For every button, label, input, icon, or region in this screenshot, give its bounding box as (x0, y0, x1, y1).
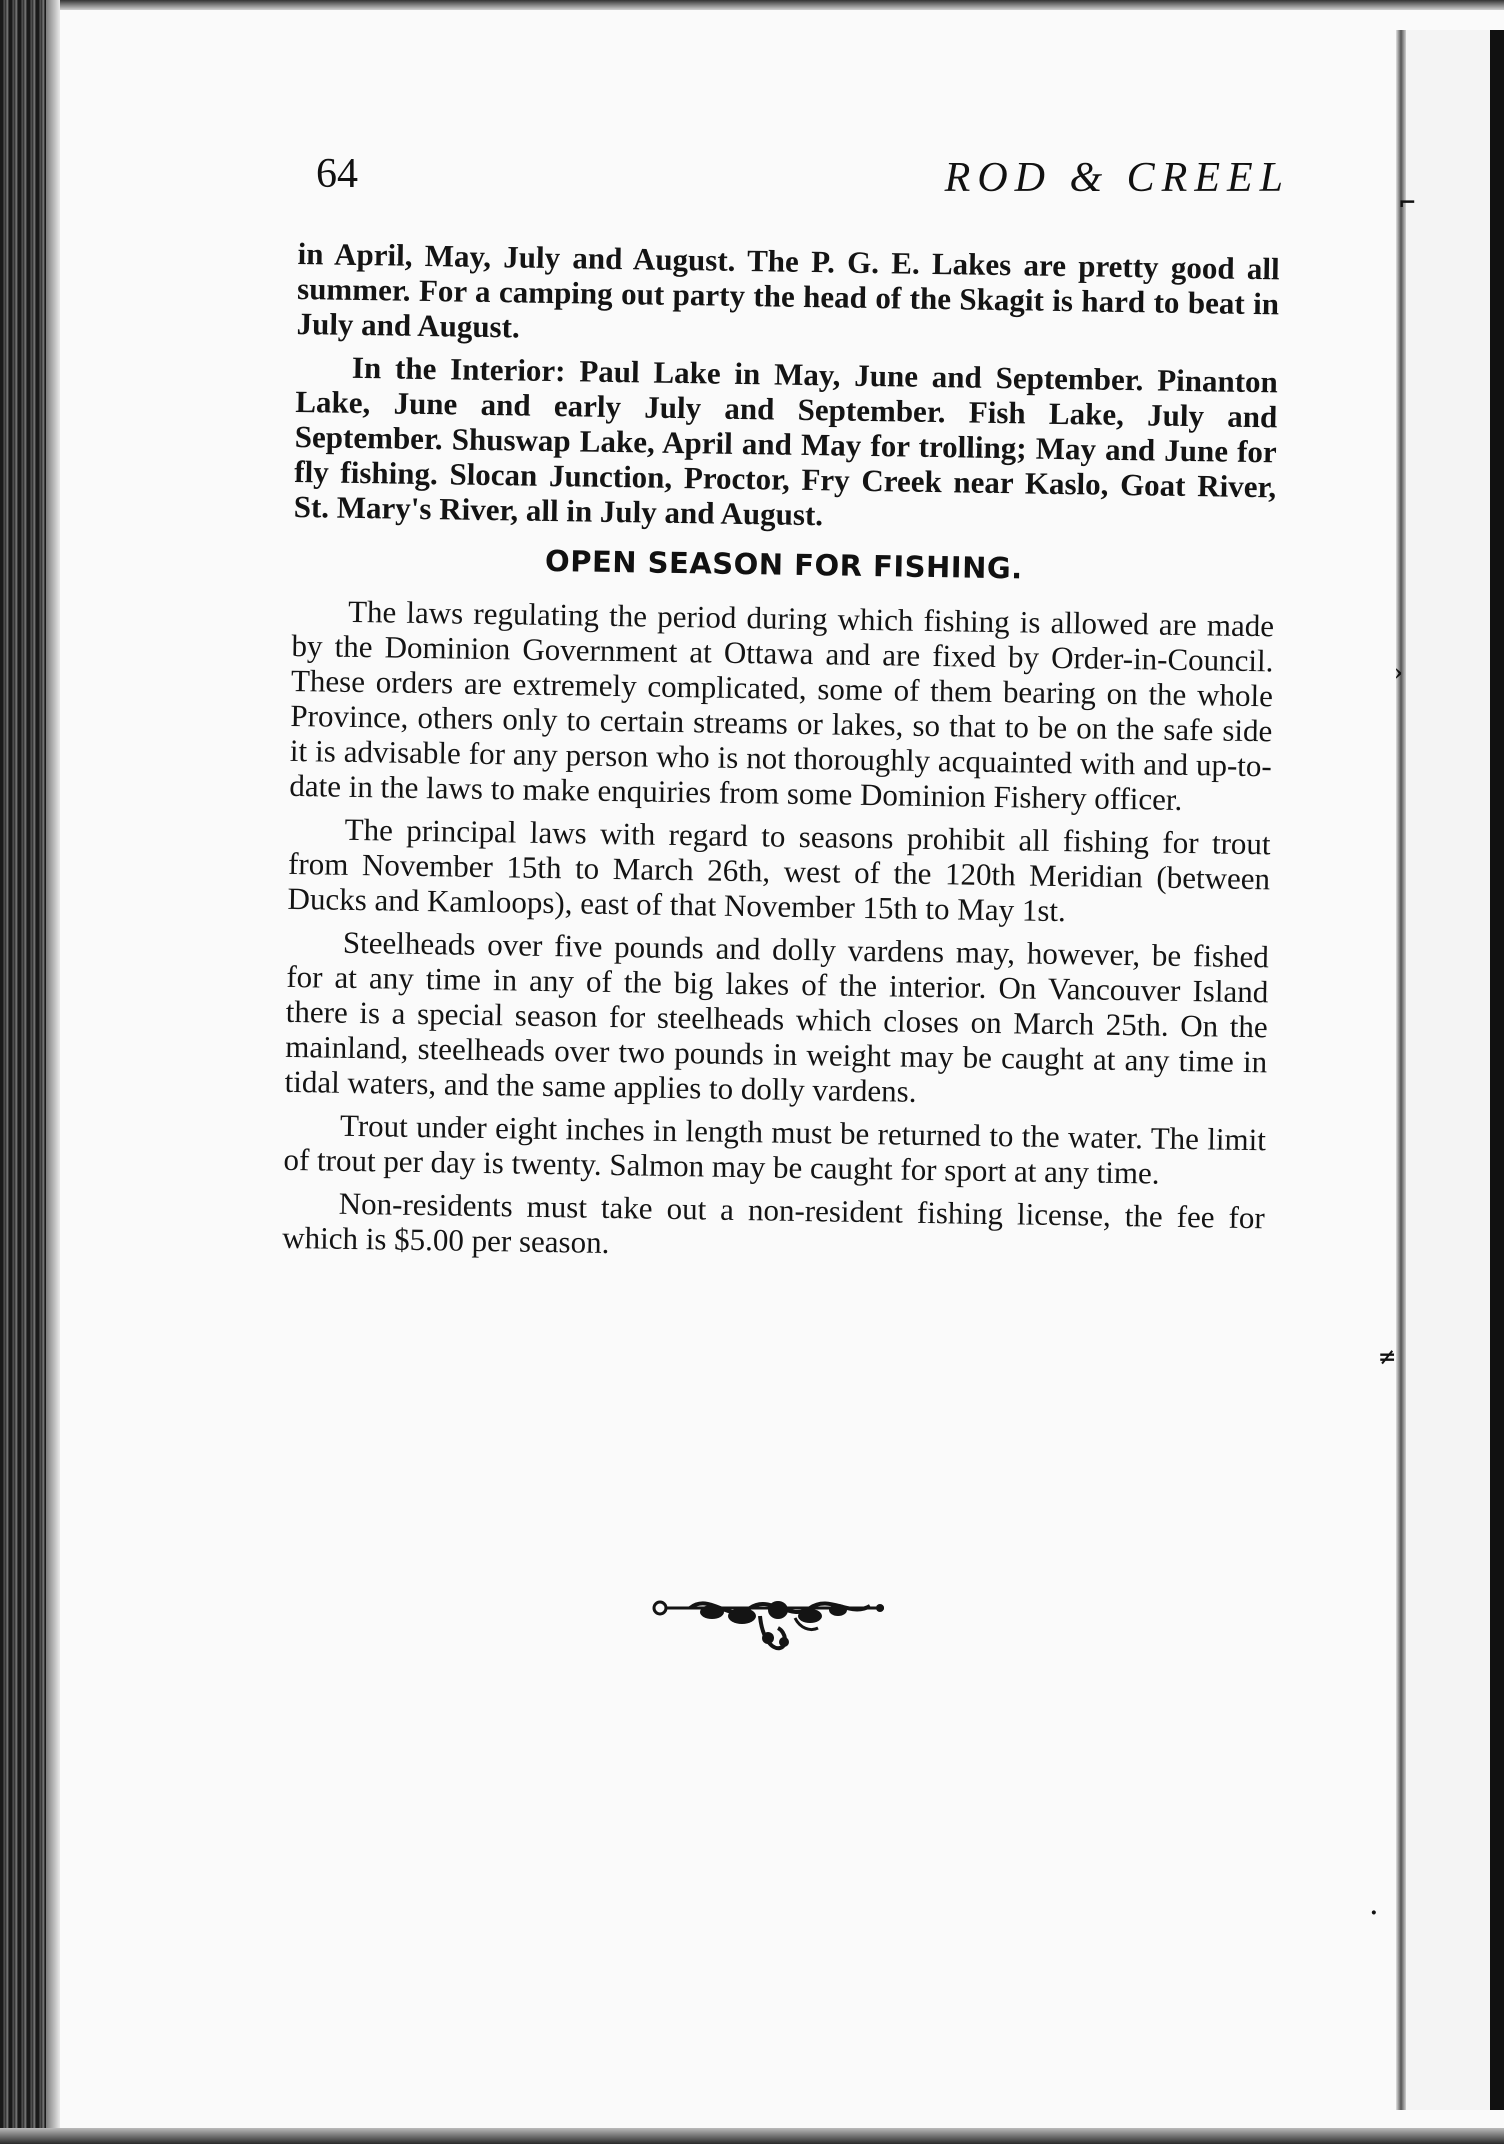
running-title: ROD & CREEL (944, 155, 1290, 201)
page-header (316, 150, 1290, 220)
paragraph: In the Interior: Paul Lake in May, June and September. Pinanton Lake, June and early July and September. Fish Lake, July and September. Shuswap Lake, April and May for trolling; May and June for fly fishing. Slocan Junction, Proctor, Fry Creek near Kaslo, Goat River, St. Mary's River, all in July and August. (293, 349, 1279, 533)
paragraph: in April, May, July and August. The P. G. E. Lakes are pretty good all summer. For a camping out party the head of the Skagit is hard to beat in July and August. (296, 236, 1280, 345)
bleed-mark: › (1394, 660, 1403, 686)
binding-shadow (46, 0, 60, 2144)
body-text (282, 236, 1280, 1278)
paragraph: Trout under eight inches in length must be returned to the water. The limit of trout per day is twenty. Salmon may be caught for sport at any time. (283, 1107, 1267, 1191)
paragraph: The laws regulating the period during which fishing is allowed are made by the Dominion Government at Ottawa and are fixed by Order-in-Council. These orders are extremely complicated, some of them bearing on the whole Province, others only to certain streams or lakes, so that to be on the safe side it is advisable for any person who is not thoroughly acquainted with and up-to-date in the laws to make enquiries from some Dominion Fishery officer. (289, 593, 1275, 817)
book-bottom-edge (0, 2128, 1504, 2144)
gutter-fold (1396, 30, 1406, 2110)
paragraph: The principal laws with regard to seasons prohibit all fishing for trout from November 15th to March 26th, west of the 120th Meridian (between Ducks and Kamloops), east of that November 15th to May 1st. (287, 811, 1271, 929)
floral-ornament-icon (650, 1588, 890, 1668)
paragraph: Non-residents must take out a non-resident fishing license, the fee for which is $5.00 per season. (281, 1185, 1265, 1261)
bleed-mark: ⌐ (1398, 190, 1417, 216)
bleed-mark: · (1370, 1900, 1378, 1926)
bleed-mark: ≠ (1378, 1344, 1397, 1370)
page-number: 64 (316, 151, 358, 197)
paragraph: Steelheads over five pounds and dolly vardens may, however, be fished for at any time in any of the big lakes of the interior. On Vancouver Island there is a special season for steelheads which closes on March 25th. On the mainland, steelheads over two pounds in weight may be caught at any time in tidal waters, and the same applies to dolly vardens. (284, 924, 1270, 1109)
section-heading: OPEN SEASON FOR FISHING. (544, 543, 1023, 586)
book-top-edge (0, 0, 1504, 10)
book-page-edges (0, 0, 46, 2144)
scanner-border (1490, 30, 1504, 2110)
